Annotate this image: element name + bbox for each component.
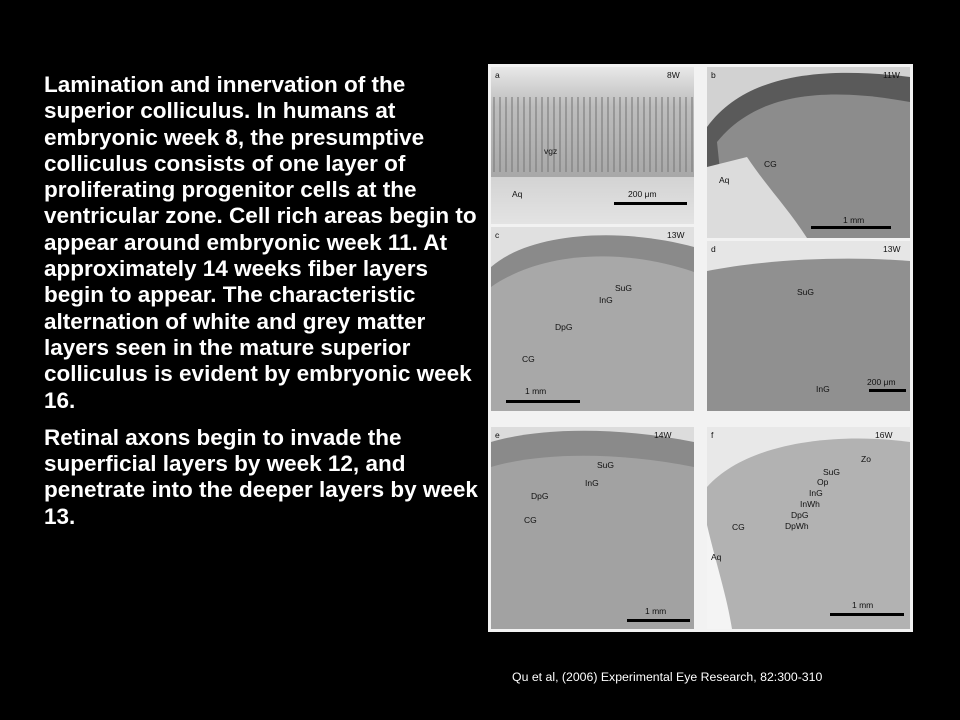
histology-figure — [488, 64, 913, 632]
panel-week: 11W — [883, 70, 900, 80]
annotation-dpg: DpG — [791, 510, 809, 520]
annotation-cg: CG — [732, 522, 745, 532]
panel-a — [491, 67, 694, 224]
annotation-ing: InG — [809, 488, 823, 498]
panel-week: 14W — [654, 430, 672, 440]
panel-label: d — [711, 244, 716, 254]
scale-bar — [811, 226, 891, 229]
panel-week: 8W — [667, 70, 680, 80]
panel-b — [707, 67, 910, 238]
annotation-sug: SuG — [615, 283, 633, 293]
annotation-cg: CG — [524, 515, 537, 525]
panel-c-image — [491, 227, 694, 411]
panel-e — [491, 427, 694, 629]
scale-bar-label: 1 mm — [645, 606, 667, 616]
scale-bar — [614, 202, 687, 205]
annotation-inwh: InWh — [800, 499, 820, 509]
scale-bar-label: 1 mm — [525, 386, 547, 396]
annotation-vgz: vgz — [544, 146, 558, 156]
panel-a-image — [491, 67, 694, 224]
panel-f — [707, 427, 910, 629]
annotation-ing: InG — [585, 478, 599, 488]
paragraph-retinal-axons: Retinal axons begin to invade the superficial layers by week 12, and penetrate into the deeper layers by week 13. — [44, 424, 478, 529]
citation: Qu et al, (2006) Experimental Eye Research, 82:300-310 — [512, 670, 823, 684]
panel-week: 13W — [667, 230, 685, 240]
panel-label: c — [495, 230, 500, 240]
annotation-sug: SuG — [597, 460, 615, 470]
annotation-dpwh: DpWh — [785, 521, 809, 531]
panel-c — [491, 227, 694, 411]
panel-label: b — [711, 70, 716, 80]
annotation-ing: InG — [599, 295, 613, 305]
panel-b-image — [707, 67, 910, 238]
scale-bar-label: 200 μm — [628, 189, 657, 199]
scale-bar — [506, 400, 580, 403]
paragraph-lamination: Lamination and innervation of the superior colliculus. In humans at embryonic week 8, the presumptive colliculus consists of one layer of proliferating progenitor cells at the ventricular zone. Cell rich areas begin to appear around embryonic week 11. At approximately 14 weeks fiber layers begin to appear. The characteristic alternation of white and grey matter layers seen in the mature superior colliculus is evident by embryonic week 16. — [44, 72, 477, 413]
panel-label: a — [495, 70, 500, 80]
annotation-cg: CG — [522, 354, 535, 364]
scale-bar — [830, 613, 904, 616]
scale-bar-label: 200 μm — [867, 377, 896, 387]
annotation-ing: InG — [816, 384, 830, 394]
panel-d — [707, 241, 910, 411]
panel-week: 16W — [875, 430, 893, 440]
annotation-aq: Aq — [719, 175, 730, 185]
annotation-zo: Zo — [861, 454, 871, 464]
panel-label: e — [495, 430, 500, 440]
panel-label: f — [711, 430, 714, 440]
body-text — [44, 72, 484, 530]
annotation-aq: Aq — [512, 189, 523, 199]
annotation-aq: Aq — [711, 552, 722, 562]
scale-bar-label: 1 mm — [843, 215, 865, 225]
panel-week: 13W — [883, 244, 901, 254]
annotation-dpg: DpG — [531, 491, 549, 501]
scale-bar — [869, 389, 906, 392]
annotation-op: Op — [817, 477, 829, 487]
scale-bar-label: 1 mm — [852, 600, 874, 610]
annotation-sug: SuG — [823, 467, 841, 477]
scale-bar — [627, 619, 690, 622]
annotation-sug: SuG — [797, 287, 815, 297]
annotation-cg: CG — [764, 159, 777, 169]
annotation-dpg: DpG — [555, 322, 573, 332]
panel-e-image — [491, 427, 694, 629]
